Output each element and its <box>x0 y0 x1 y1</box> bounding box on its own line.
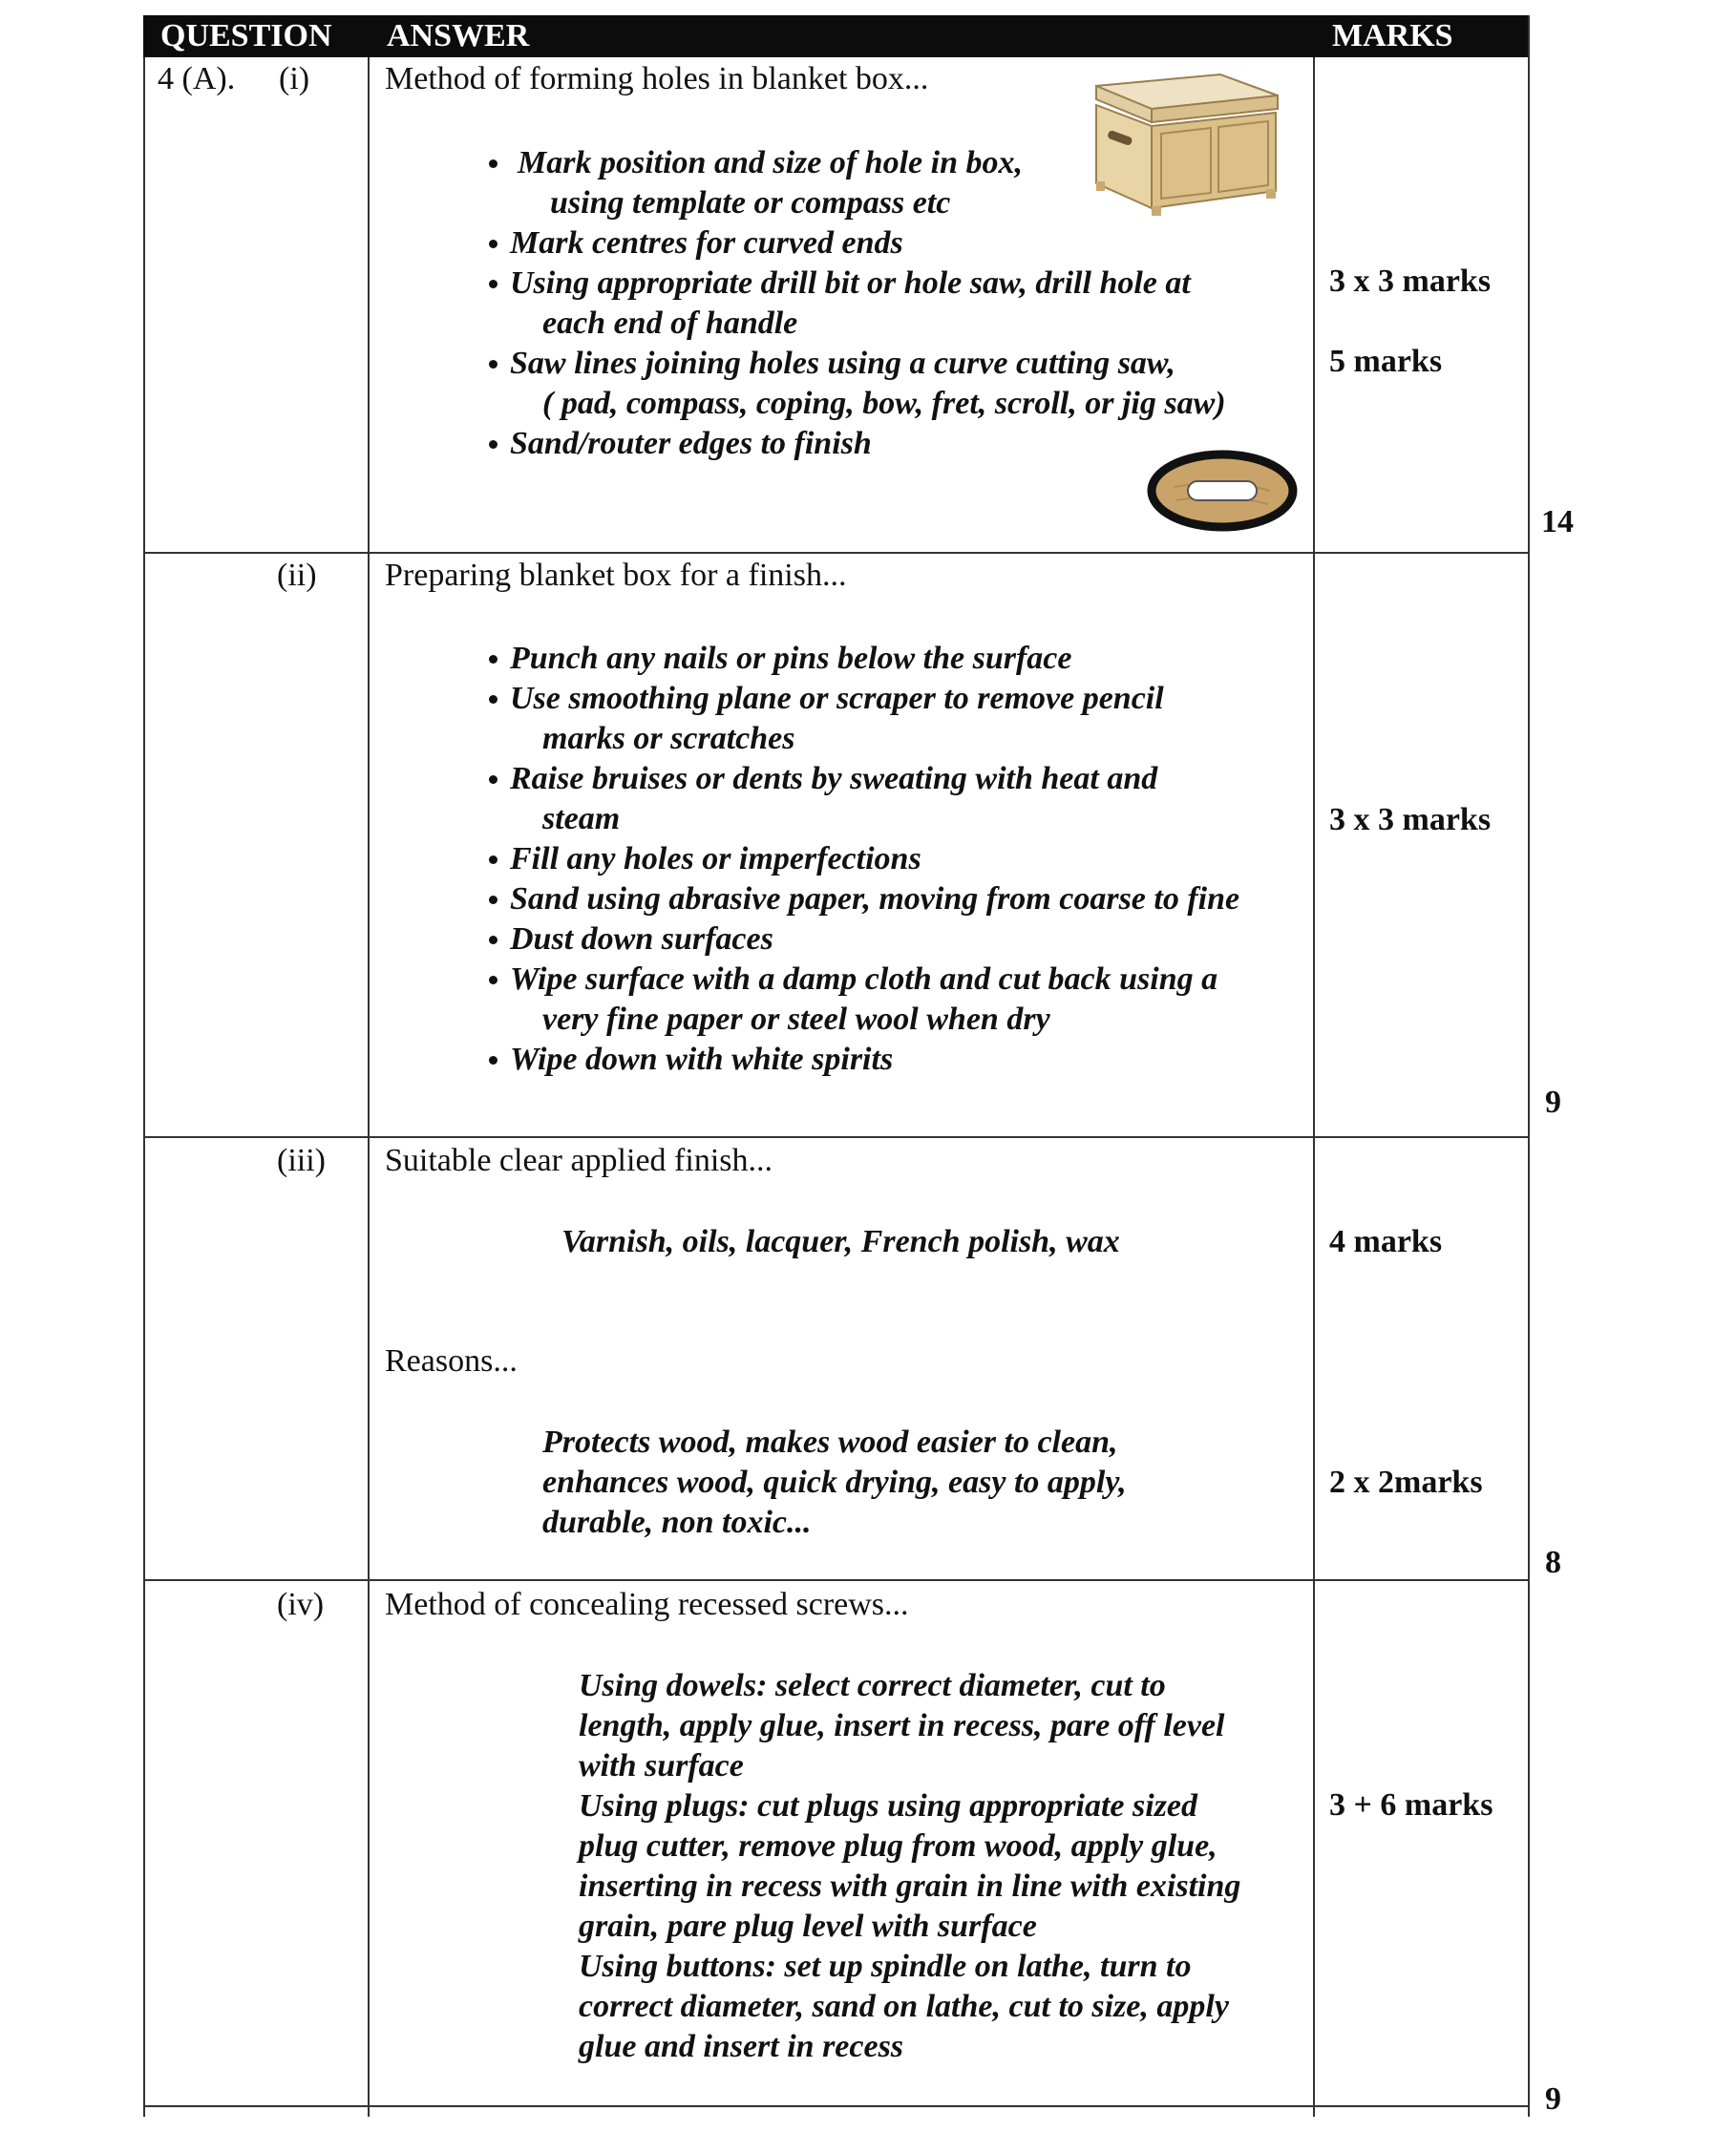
question-part: (ii) <box>277 558 317 593</box>
list-item: Raise bruises or dents by sweating with heat and steam <box>489 759 1239 839</box>
section-total: 9 <box>1545 1085 1561 1120</box>
section-total: 8 <box>1545 1545 1561 1580</box>
list-item: Use smoothing plane or scraper to remove pencil marks or scratches <box>489 679 1239 759</box>
list-item: Sand/router edges to finish <box>489 424 1226 464</box>
list-item: Dust down surfaces <box>489 919 1239 960</box>
concealing-methods-text: Using dowels: select correct diameter, cut to length, apply glue, insert in recess, pare off level with surface Using plugs: cut plugs using appropriate sized plug cutter, remove plug from wood, apply glue, inserting in recess with grain in line with existing grain, pare plug level with surface Using buttons: set up spindle on lathe, turn to correct diameter, sand on lathe, cut to size, apply glue and insert in recess <box>579 1668 1241 2064</box>
list-item: Punch any nails or pins below the surface <box>489 639 1239 679</box>
blanket-box-icon <box>1077 67 1287 220</box>
list-item: Saw lines joining holes using a curve cutting saw, ( pad, compass, coping, bow, fret, scroll, or jig saw) <box>489 344 1226 424</box>
handle-hole-icon <box>1146 449 1299 533</box>
list-item: Wipe surface with a damp cloth and cut back using a very fine paper or steel wool when dry <box>489 960 1239 1040</box>
list-item: Mark centres for curved ends <box>489 223 1226 264</box>
section-prompt: Preparing blanket box for a finish... <box>385 558 847 593</box>
list-item: Mark position and size of hole in box, using template or compass etc <box>489 143 1226 223</box>
handle-hole-illustration <box>1146 449 1299 533</box>
table-header <box>143 15 1530 57</box>
table-left-border <box>143 57 145 2117</box>
marks-value: 2 x 2marks <box>1329 1465 1483 1500</box>
row-divider <box>143 552 1530 554</box>
question-part: (i) <box>279 61 310 96</box>
section-prompt: Suitable clear applied finish... <box>385 1143 773 1178</box>
question-part: (iii) <box>277 1143 326 1178</box>
list-item: Sand using abrasive paper, moving from coarse to fine <box>489 879 1239 919</box>
marks-column-divider <box>1313 57 1315 2117</box>
reasons-text: Protects wood, makes wood easier to clean, enhances wood, quick drying, easy to apply, durable, non toxic... <box>542 1425 1127 1540</box>
question-part: (iv) <box>277 1587 325 1622</box>
list-item: Wipe down with white spirits <box>489 1040 1239 1080</box>
table-bottom-border <box>143 2105 1530 2107</box>
marks-value: 4 marks <box>1329 1224 1443 1259</box>
answer-column-header: ANSWER <box>387 18 530 53</box>
marks-value: 3 x 3 marks <box>1329 802 1492 837</box>
reasons-label: Reasons... <box>385 1343 518 1379</box>
section-total: 9 <box>1545 2081 1561 2117</box>
table-right-border <box>1528 15 1530 2117</box>
row-divider <box>143 1579 1530 1581</box>
row-divider <box>143 1136 1530 1138</box>
question-column-header: QUESTION <box>160 18 332 53</box>
question-number: 4 (A). <box>158 61 236 96</box>
marks-value: 3 x 3 marks <box>1329 264 1492 299</box>
section-prompt: Method of forming holes in blanket box... <box>385 61 929 96</box>
marks-value: 5 marks <box>1329 344 1443 379</box>
question-column-divider <box>368 57 370 2117</box>
list-item: Fill any holes or imperfections <box>489 839 1239 879</box>
blanket-box-illustration <box>1077 67 1287 220</box>
answer-bullet-list <box>489 639 1239 1080</box>
list-item: Using appropriate drill bit or hole saw, drill hole at each end of handle <box>489 264 1226 344</box>
section-prompt: Method of concealing recessed screws... <box>385 1587 909 1622</box>
section-total: 14 <box>1541 504 1574 539</box>
finish-options: Varnish, oils, lacquer, French polish, wax <box>561 1224 1120 1259</box>
marks-column-header: MARKS <box>1332 18 1453 53</box>
marks-value: 3 + 6 marks <box>1329 1787 1493 1823</box>
